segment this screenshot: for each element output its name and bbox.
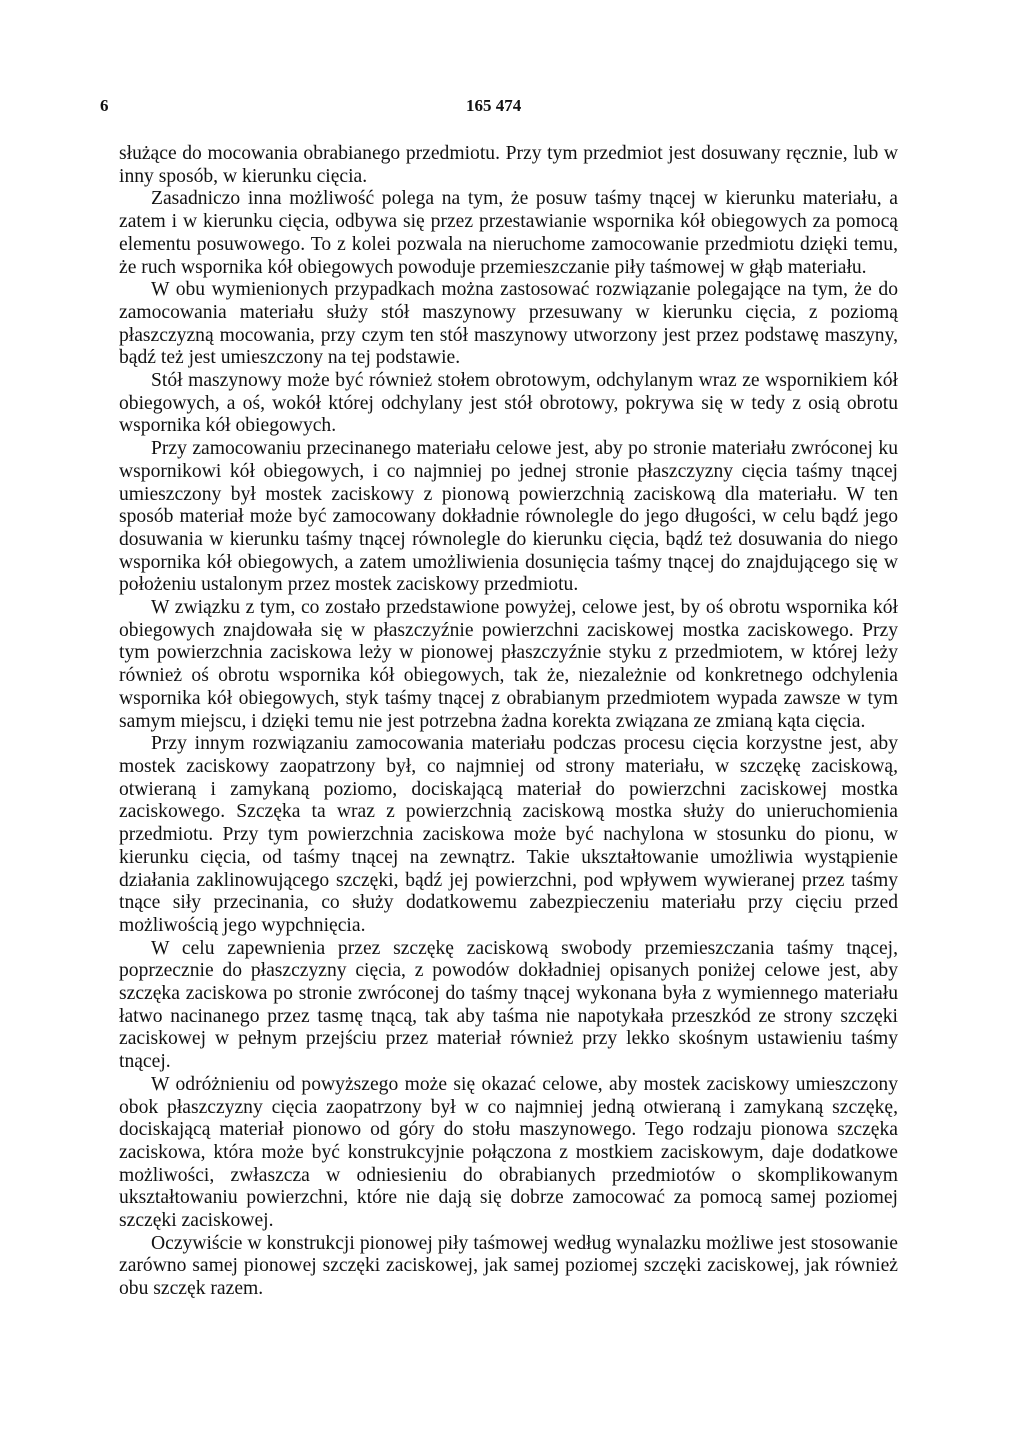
paragraph-1: służące do mocowania obrabianego przedmiotu. Przy tym przedmiot jest dosuwany ręcznie, lub w inny sposób, w kierunku cięcia. [119, 143, 898, 187]
body-text [119, 143, 898, 1301]
page-number: 6 [100, 96, 109, 115]
paragraph-4: Stół maszynowy może być również stołem obrotowym, odchylanym wraz ze wspornikiem kół obiegowych, a oś, wokół której odchylany jest stół obrotowy, pokrywa się w tedy z osią obrotu wspornika kół obiegowych. [119, 370, 898, 437]
paragraph-10: Oczywiście w konstrukcji pionowej piły taśmowej według wynalazku możliwe jest stosowanie zarówno samej pionowej szczęki zaciskowej, jak samej poziomej szczęki zaciskowej, jak również obu szczęk razem. [119, 1232, 898, 1300]
paragraph-2: Zasadniczo inna możliwość polega na tym, że posuw taśmy tnącej w kierunku materiału, a zatem i w kierunku cięcia, odbywa się przez przestawianie wspornika kół obiegowych za pomocą elementu posuwowego. To z kolei pozwala na nieruchome zamocowanie przedmiotu dzięki temu, że ruch wspornika kół obiegowych powoduje przemieszczanie piły taśmowej w głąb materiału. [119, 188, 898, 278]
paragraph-3: W obu wymienionych przypadkach można zastosować rozwiązanie polegające na tym, że do zamocowania materiału służy stół maszynowy przesuwany w kierunku cięcia, z poziomą płaszczyzną mocowania, przy czym ten stół maszynowy utworzony jest przez podstawę maszyny, bądź też jest umieszczony na tej podstawie. [119, 279, 898, 369]
paragraph-7: Przy innym rozwiązaniu zamocowania materiału podczas procesu cięcia korzystne jest, aby mostek zaciskowy zaopatrzony był, co najmniej od strony materiału, w szczękę zaciskową, otwieraną i zamykaną poziomo, dociskającą materiał do powierzchni zaciskowej mostka zaciskowego. Szczęka ta wraz z powierzchnią zaciskową mostka służy do unieruchomienia przedmiotu. Przy tym powierzchnia zaciskowa może być nachylona w stosunku do pionu, w kierunku cięcia, od taśmy tnącej na zewnątrz. Takie ukształtowanie umożliwia wystąpienie działania zaklinowującego szczęki, bądź jej powierzchni, pod wpływem wywieranej przez taśmy tnące siły przecinania, co służy dodatkowemu zabezpieczeniu materiału przy cięciu przed możliwością jego wypchnięcia. [119, 733, 898, 936]
paragraph-5: Przy zamocowaniu przecinanego materiału celowe jest, aby po stronie materiału zwróconej ku wspornikowi kół obiegowych, i co najmniej po jednej stronie płaszczyzny cięcia taśmy tnącej umieszczony był mostek zaciskowy z pionową powierzchnią zaciskową dla materiału. W ten sposób materiał może być zamocowany dokładnie równolegle do jego długości, w celu bądź jego dosuwania w kierunku taśmy tnącej równolegle do kierunku cięcia, bądź też dosuwania do niego wspornika kół obiegowych, a zatem umożliwienia dosunięcia taśmy tnącej do znajdującego się w położeniu ustalonym przez mostek zaciskowy przedmiotu. [119, 438, 898, 596]
paragraph-6: W związku z tym, co zostało przedstawione powyżej, celowe jest, by oś obrotu wspornika kół obiegowych znajdowała się w płaszczyźnie powierzchni zaciskowej mostka zaciskowego. Przy tym powierzchnia zaciskowa leży w pionowej płaszczyźnie styku z przedmiotem, w której leży również oś obrotu wspornika kół obiegowych, tak że, niezależnie od konkretnego odchylenia wspornika kół obiegowych, styk taśmy tnącej z obrabianym przedmiotem wypada zawsze w tym samym miejscu, i dzięki temu nie jest potrzebna żadna korekta związana ze zmianą kąta cięcia. [119, 597, 898, 732]
document-number: 165 474 [466, 96, 522, 115]
paragraph-8: W celu zapewnienia przez szczękę zaciskową swobody przemieszczania taśmy tnącej, poprzecznie do płaszczyzny cięcia, z powodów dokładniej opisanych poniżej celowe jest, aby szczęka zaciskowa po stronie zwróconej do taśmy tnącej wykonana była z wymiennego materiału łatwo nacinanego przez tasmę tnącą, tak aby taśma nie napotykała przeszkód ze strony szczęki zaciskowej w pełnym przejściu przez materiał również przy lekko skośnym ustawieniu taśmy tnącej. [119, 937, 898, 1073]
paragraph-9: W odróżnieniu od powyższego może się okazać celowe, aby mostek zaciskowy umieszczony obok płaszczyzny cięcia zaopatrzony był w co najmniej jedną otwieraną i zamykaną szczękę, dociskającą materiał pionowo od góry do stołu maszynowego. Tego rodzaju pionowa szczęka zaciskowa, która może być konstrukcyjnie połączona z mostkiem zaciskowym, daje dodatkowe możliwości, zwłaszcza w odniesieniu do obrabianych przedmiotów o skomplikowanym ukształtowaniu powierzchni, które nie dają się dobrze zamocować za pomocą samej poziomej szczęki zaciskowej. [119, 1073, 898, 1232]
